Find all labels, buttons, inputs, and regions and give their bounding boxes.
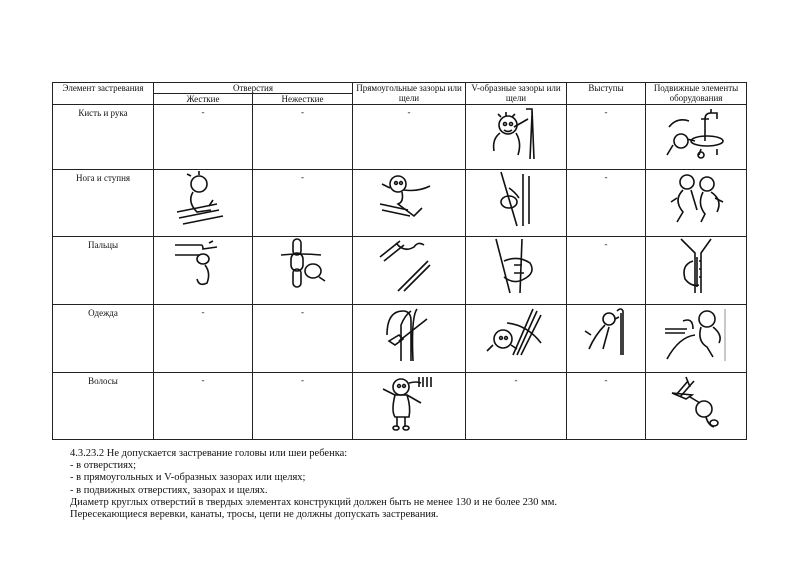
- table-cell: [353, 305, 466, 373]
- header-rigid: Жесткие: [154, 94, 253, 105]
- table-cell: -: [253, 170, 353, 237]
- finger-in-tube-illustration: [154, 237, 252, 293]
- header-v-gaps: V-образные зазоры или щели: [466, 83, 567, 105]
- table-cell: [154, 170, 253, 237]
- row-label: Пальцы: [53, 237, 154, 305]
- table-cell: [154, 237, 253, 305]
- row-label: Одежда: [53, 305, 154, 373]
- table-cell: -: [567, 105, 646, 170]
- clause-item: - в отверстиях;: [70, 460, 137, 472]
- table-cell: -: [567, 237, 646, 305]
- table-cell: [353, 237, 466, 305]
- clause-heading: 4.3.23.2 Не допускается застревание головы или шеи ребенка:: [70, 448, 348, 459]
- foot-in-v-gap-illustration: [466, 170, 566, 228]
- table-cell: [466, 105, 567, 170]
- table-cell: [646, 373, 747, 440]
- table-cell: [353, 170, 466, 237]
- children-moving-elements-illustration: [646, 170, 746, 226]
- table-row: [53, 373, 747, 440]
- entrapment-table: [52, 82, 747, 440]
- table-row: [53, 105, 747, 170]
- requirements-text: [70, 448, 557, 521]
- table-cell: [466, 305, 567, 373]
- table-cell: -: [253, 373, 353, 440]
- table-cell: -: [567, 170, 646, 237]
- table-cell: -: [154, 305, 253, 373]
- table-cell: -: [154, 105, 253, 170]
- foot-in-rigid-opening-illustration: [154, 170, 252, 226]
- clothing-in-v-gap-illustration: [466, 305, 566, 363]
- table-cell: [253, 237, 353, 305]
- header-protrusions: Выступы: [567, 83, 646, 105]
- table-cell: [646, 237, 747, 305]
- header-openings: Отверстия: [154, 83, 353, 94]
- fingers-in-rect-gap-illustration: [353, 237, 465, 293]
- table-cell: [466, 237, 567, 305]
- table-row: [53, 237, 747, 305]
- table-cell: -: [466, 373, 567, 440]
- clothing-in-rect-gap-illustration: [353, 305, 465, 363]
- foot-in-rect-gap-illustration: [353, 170, 465, 226]
- clothing-on-protrusion-illustration: [567, 305, 645, 359]
- clothing-in-moving-part-illustration: [646, 305, 746, 363]
- clause-paragraph: Диаметр круглых отверстий в твердых элементах конструкций должен быть не менее 130 и не более 230 мм.: [70, 496, 557, 508]
- header-nonrigid: Нежесткие: [253, 94, 353, 105]
- fingers-in-v-gap-illustration: [466, 237, 566, 295]
- clause-item: - в подвижных отверстиях, зазорах и щелях.: [70, 484, 268, 496]
- table-row: [53, 305, 747, 373]
- table-cell: -: [253, 305, 353, 373]
- header-rect-gaps: Прямоугольные зазоры или щели: [353, 83, 466, 105]
- header-element: Элемент застревания: [53, 83, 154, 105]
- table-cell: [646, 305, 747, 373]
- table-cell: -: [154, 373, 253, 440]
- hair-in-moving-part-illustration: [646, 373, 746, 431]
- table-cell: [466, 170, 567, 237]
- row-label: Волосы: [53, 373, 154, 440]
- finger-in-moving-part-illustration: [646, 237, 746, 295]
- clause-paragraph: Пересекающиеся веревки, канаты, тросы, цепи не должны допускать застревания.: [70, 509, 439, 521]
- table-cell: -: [253, 105, 353, 170]
- clause-item: - в прямоугольных и V-образных зазорах или щелях;: [70, 472, 306, 484]
- header-moving: Подвижные элементы оборудования: [646, 83, 747, 105]
- table-row: [53, 170, 747, 237]
- table-cell: [567, 305, 646, 373]
- hand-in-v-gap-illustration: [466, 105, 566, 161]
- child-at-moving-equipment-illustration: [646, 105, 746, 161]
- row-label: Нога и ступня: [53, 170, 154, 237]
- table-cell: [353, 373, 466, 440]
- hair-in-rect-gap-illustration: [353, 373, 465, 431]
- table-cell: [646, 105, 747, 170]
- table-cell: -: [353, 105, 466, 170]
- finger-in-chain-illustration: [253, 237, 352, 293]
- row-label: Кисть и рука: [53, 105, 154, 170]
- table-cell: -: [567, 373, 646, 440]
- table-cell: [646, 170, 747, 237]
